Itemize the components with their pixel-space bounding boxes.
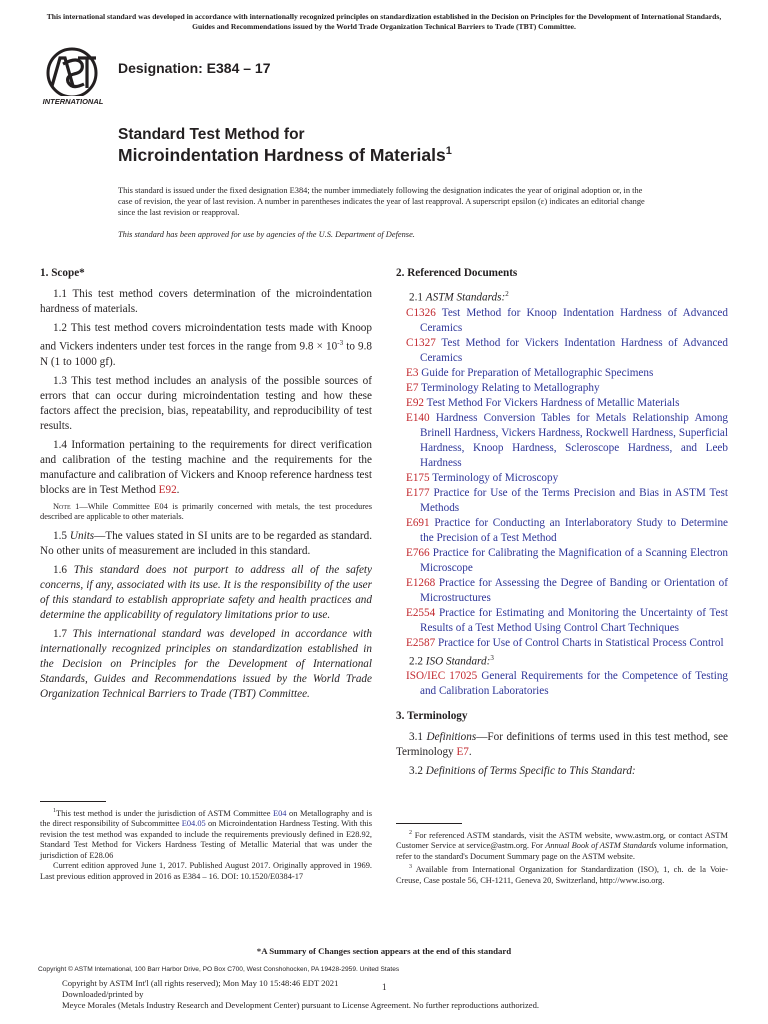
iso-standard-subhead: 2.2 ISO Standard:$^3$ [409, 653, 494, 668]
reference-title-link[interactable]: Terminology of Microscopy [432, 471, 559, 484]
reference-item [396, 636, 728, 651]
reference-code-link[interactable]: ISO/IEC 17025 [406, 670, 478, 683]
footnote-rule-right [396, 823, 462, 824]
reference-item [396, 411, 728, 471]
reference-title-link[interactable]: Guide for Preparation of Metallographic Specimens [421, 366, 654, 379]
scope-1-1: 1.1 This test method covers determination of the microindentation hardness of materials. [40, 288, 372, 315]
reference-item [396, 306, 728, 336]
reference-item [396, 396, 728, 411]
terminology-heading: 3. Terminology [396, 710, 468, 723]
download-footer [62, 978, 539, 1011]
reference-code-link[interactable]: E691 [406, 516, 430, 529]
reference-item [396, 486, 728, 516]
reference-item [396, 381, 728, 396]
approval-statement: This standard has been approved for use by agencies of the U.S. Department of Defense. [118, 230, 415, 239]
reference-title-link[interactable]: General Requirements for the Competence of Testing and Calibration Laboratories [420, 670, 729, 698]
reference-title-link[interactable]: Practice for Calibrating the Magnification of a Scanning Electron Microscope [420, 546, 729, 574]
terminology-3-1: 3.1 Definitions—For definitions of terms used in this test method, see Terminology E7. [396, 731, 728, 759]
reference-title-link[interactable]: Terminology Relating to Metallography [421, 381, 600, 394]
astm-reference-list [396, 306, 728, 651]
footnotes-right [396, 828, 728, 886]
reference-code-link[interactable]: E175 [406, 471, 430, 484]
title-line1: Standard Test Method for [118, 126, 305, 143]
reference-title-link[interactable]: Practice for Conducting an Interlaboratory Study to Determine the Precision of a Test Method [420, 516, 728, 544]
scope-1-7: 1.7 This international standard was developed in accordance with internationally recognized principles on standardization established in the Decision on Principles for the Development of International Standards, Guides and Recommendations issued by the World Trade Organization Technical Barriers to Trade (TBT) Committee. [40, 627, 372, 700]
scope-heading: 1. Scope* [40, 267, 85, 279]
iso-reference-list [396, 669, 728, 699]
astm-logo [38, 46, 110, 106]
reference-item [396, 669, 728, 699]
reference-item [396, 471, 728, 486]
reference-title-link[interactable]: Practice for Assessing the Degree of Banding or Orientation of Microstructures [420, 576, 728, 604]
left-column [40, 266, 372, 706]
right-column [396, 266, 728, 783]
reference-code-link[interactable]: E2554 [406, 606, 436, 619]
footer-copyright: Copyright by ASTM Int'l (all rights reserved); Mon May 10 15:48:46 EDT 2021 [62, 978, 339, 988]
title-footnote-marker: 1 [445, 145, 452, 158]
reference-title-link[interactable]: Test Method for Vickers Indentation Hardness of Advanced Ceramics [420, 336, 728, 364]
footnote-2: $^2$ For referenced ASTM standards, visit the ASTM website, www.astm.org, or contact ASTM Customer Service at service@astm.org. For Annual Book of ASTM Standards volume information, refer to the standard's Document Summary page on the ASTM website. [396, 830, 728, 861]
scope-1-6: 1.6 This standard does not purport to address all of the safety concerns, if any, associated with its use. It is the responsibility of the user of this standard to establish appropriate safety and health practices and determine the applicability of regulatory limitations prior to use. [40, 563, 373, 621]
title-text: Microindentation Hardness of Materials [118, 145, 446, 165]
reference-item [396, 366, 728, 381]
footnote-1: $^1$This test method is under the jurisdiction of ASTM Committee E04 on Metallography and is the direct responsibility of Subcommittee E04.05 on Microindentation Hardness Testing. With this revision the test method was expanded to include the requirements previously defined in E28.92, Standard Test Method for Vickers Hardness Testing of Metallic Material that was under the jurisdiction of E28.06 [40, 808, 372, 860]
terminology-3-2: 3.2 Definitions of Terms Specific to This Standard: [409, 765, 636, 778]
reference-code-link[interactable]: E1268 [406, 576, 436, 589]
copyright-line: Copyright © ASTM International, 100 Barr Harbor Drive, PO Box C700, West Conshohocken, PA 19428-2959. United States [38, 966, 400, 973]
note-1: Note 1—While Committee E04 is primarily concerned with metals, the test procedures described are applicable to other materials. [40, 501, 372, 522]
footnote-rule-left [40, 801, 106, 802]
reference-code-link[interactable]: E92 [406, 396, 425, 409]
footer-license: Meyce Morales (Metals Industry Research and Development Center) pursuant to License Agreement. No further reproductions authorized. [62, 1000, 540, 1010]
footnote-3: $^3$ Available from International Organization for Standardization (ISO), 1, ch. de la Voie-Creuse, Case postale 56, CH-1211, Geneva 20, Switzerland, http://www.iso.org. [396, 864, 728, 885]
reference-code-link[interactable]: E2587 [406, 636, 436, 649]
edition-note: Current edition approved June 1, 2017. Published August 2017. Originally approved in 1969. Last previous edition approved in 2016 as E384 – 16. DOI: 10.1520/E0384-17 [40, 861, 372, 881]
reference-code-link[interactable]: E140 [406, 411, 430, 424]
link-e04-05[interactable]: E04.05 [181, 819, 206, 829]
link-e04[interactable]: E04 [273, 808, 287, 818]
issuance-paragraph: This standard is issued under the fixed designation E384; the number immediately following the designation indicates the year of original adoption or, in the case of revision, the year of last revision. A number in parentheses indicates the year of last reapproval. A superscript epsilon (ε) indicates an editorial change since the last revision or reapproval. [118, 186, 645, 217]
reference-code-link[interactable]: E177 [406, 486, 430, 499]
title-line2 [118, 145, 452, 166]
summary-of-changes-note: *A Summary of Changes section appears at the end of this standard [256, 946, 512, 956]
scope-1-4: 1.4 Information pertaining to the requirements for direct verification and calibration of the testing machine and the requirements for the manufacture and calibration of Vickers and Knoop reference hardness test blocks are in Test Method E92. [40, 438, 372, 496]
reference-code-link[interactable]: E766 [406, 546, 430, 559]
scope-1-3: 1.3 This test method includes an analysis of the possible sources of errors that can occur during microindentation testing and how these factors affect the precision, bias, repeatability, and reproducibility of test results. [40, 374, 372, 432]
reference-item [396, 516, 728, 546]
scope-1-2: 1.2 This test method covers microindentation tests made with Knoop and Vickers indenters under test forces in the range from $9.8 \times 10^{-3}$ to 9.8 N (1 to 1000 gf). [40, 322, 373, 368]
footer-downloaded: Downloaded/printed by [62, 989, 144, 999]
reference-code-link[interactable]: C1326 [406, 306, 436, 319]
reference-title-link[interactable]: Practice for Estimating and Monitoring the Uncertainty of Test Results of a Test Method Using Control Chart Techniques [420, 606, 728, 634]
reference-title-link[interactable]: Test Method for Knoop Indentation Hardness of Advanced Ceramics [420, 306, 728, 334]
reference-item [396, 606, 728, 636]
astm-standards-subhead: 2.1 ASTM Standards:$^2$ [409, 290, 509, 304]
reference-code-link[interactable]: E3 [406, 366, 419, 379]
scope-1-5: 1.5 Units—The values stated in SI units are to be regarded as standard. No other units of measurement are included in this standard. [40, 529, 372, 557]
refdocs-heading: 2. Referenced Documents [396, 267, 518, 279]
reference-item [396, 336, 728, 366]
designation: Designation: E384 – 17 [118, 60, 271, 76]
reference-title-link[interactable]: Practice for Use of the Terms Precision and Bias in ASTM Test Methods [420, 486, 728, 514]
tbt-notice: This international standard was developed in accordance with internationally recognized principles on standardization established in the Decision on Principles for the Development of International Standards, Guides and Recommendations issued by the World Trade Organization Technical Barriers to Trade (TBT) Committee. [46, 12, 722, 31]
reference-item [396, 576, 728, 606]
reference-item [396, 546, 728, 576]
reference-title-link[interactable]: Test Method For Vickers Hardness of Metallic Materials [426, 396, 680, 409]
footnotes-left [40, 806, 372, 882]
link-e92[interactable]: E92 [158, 483, 177, 496]
reference-code-link[interactable]: C1327 [406, 336, 436, 349]
link-e7[interactable]: E7 [456, 746, 469, 759]
logo-international-text: INTERNATIONAL [42, 97, 104, 106]
reference-title-link[interactable]: Practice for Use of Control Charts in Statistical Process Control [438, 636, 724, 649]
page-number: 1 [382, 982, 387, 992]
reference-title-link[interactable]: Hardness Conversion Tables for Metals Relationship Among Brinell Hardness, Vickers Hardness, Rockwell Hardness, Superficial Hardness, Knoop Hardness, Scleroscope Hardness, and Leeb Hardness [420, 411, 729, 469]
reference-code-link[interactable]: E7 [406, 381, 419, 394]
